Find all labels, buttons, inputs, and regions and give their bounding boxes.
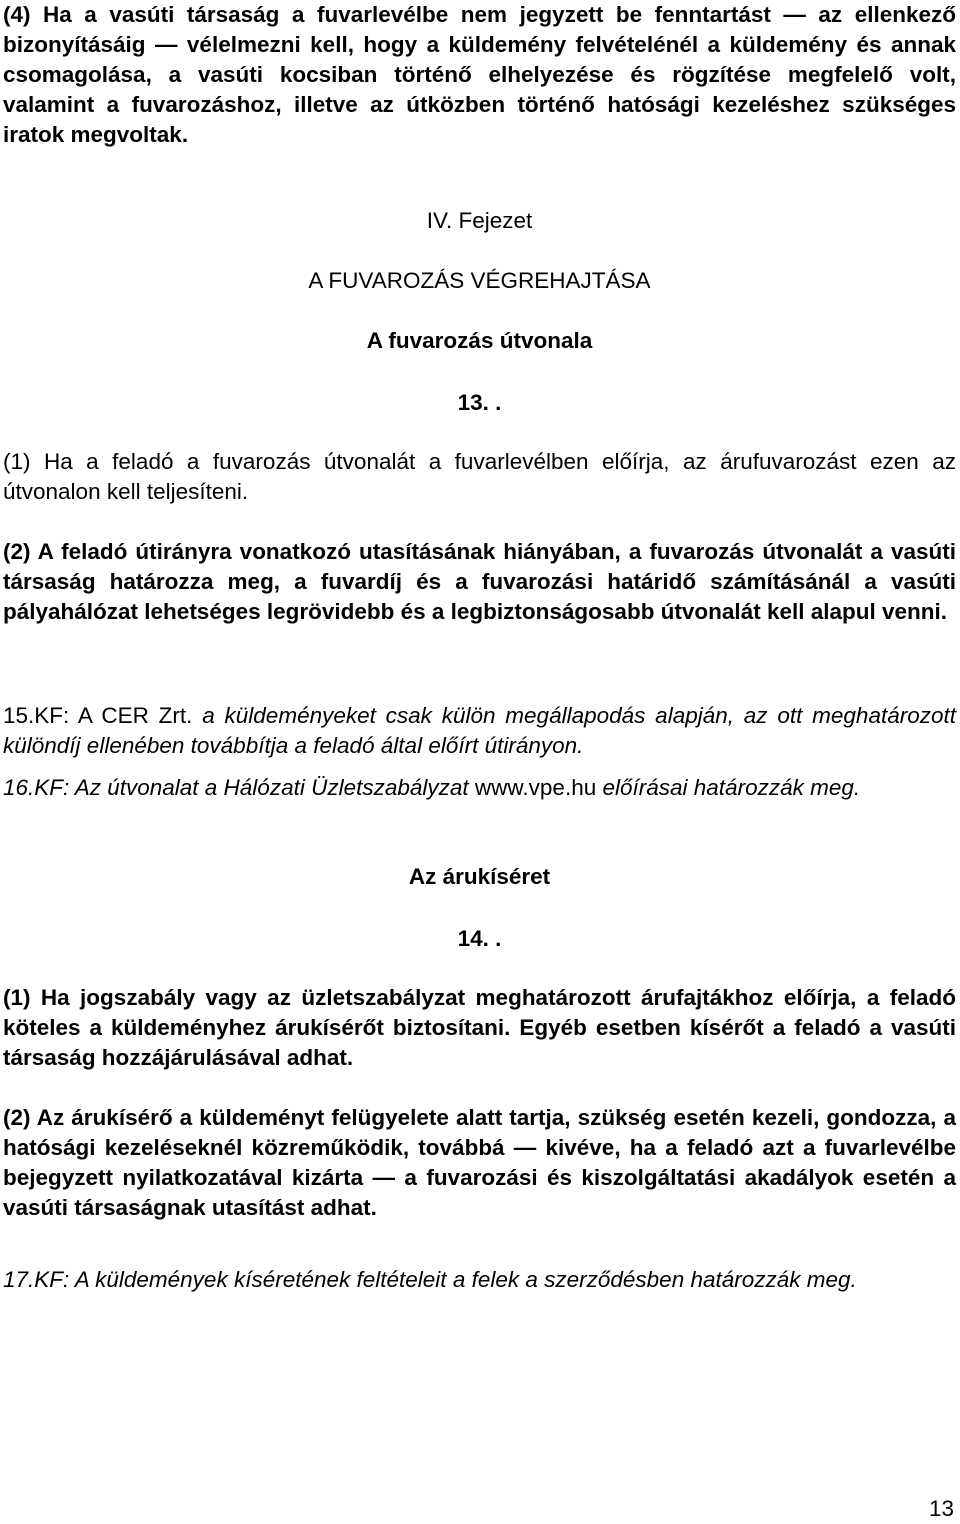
paragraph-14-1: (1) Ha jogszabály vagy az üzletszabályzat meghatározott árufajtákhoz előírja, a feladó köteles a küldeményhez árukísérőt biztosítani. Egyéb esetben kísérőt a feladó a vasúti társaság hozzájárulásával adhat. bbox=[3, 985, 956, 1070]
section-title-escort: Az árukíséret bbox=[408, 864, 551, 889]
section-number-14: 14. . bbox=[457, 926, 502, 951]
chapter-title: A FUVAROZÁS VÉGREHAJTÁSA bbox=[308, 268, 651, 293]
paragraph-13-1: (1) Ha a feladó a fuvarozás útvonalát a fuvarlevélben előírja, az árufuvarozást ezen az útvonalon kell teljesíteni. bbox=[3, 449, 956, 504]
paragraph-13-2: (2) A feladó útirányra vonatkozó utasításának hiányában, a fuvarozás útvonalát a vasúti társaság határozza meg, a fuvardíj és a fuvarozási határidő számításánál a vasúti pályahálózat lehetséges legrövidebb és a legbiztonságosabb útvonalát kell alapul venni. bbox=[3, 539, 956, 624]
note-17-kf: 17.KF: A küldemények kíséretének feltételeit a felek a szerződésben határozzák meg. bbox=[3, 1267, 857, 1292]
note-15-kf bbox=[3, 701, 956, 761]
page-number: 13 bbox=[928, 1496, 954, 1521]
note-15-kf-text: a küldeményeket csak külön megállapodás alapján, az ott meghatározott különdíj ellenében továbbítja a feladó által előírt útirányon. bbox=[3, 703, 956, 758]
section-title-route: A fuvarozás útvonala bbox=[366, 328, 593, 353]
note-16-kf-text: előírásai határozzák meg. bbox=[602, 775, 861, 800]
note-15-kf-prefix: 15.KF: A CER Zrt. bbox=[3, 703, 193, 728]
note-16-kf bbox=[3, 773, 956, 803]
section-number-13: 13. . bbox=[457, 390, 502, 415]
note-16-kf-prefix: 16.KF: Az útvonalat a Hálózati Üzletszabályzat bbox=[3, 775, 469, 800]
paragraph-14-2: (2) Az árukísérő a küldeményt felügyelete alatt tartja, szükség esetén kezeli, gondozza, a hatósági kezeléseknél közreműködik, továbbá ― kivéve, ha a feladó azt a fuvarlevélbe bejegyzett nyilatkozatával kizárta ― a fuvarozási és kiszolgáltatási akadályok esetén a vasúti társaságnak utasítást adhat. bbox=[3, 1105, 956, 1220]
paragraph-4: (4) Ha a vasúti társaság a fuvarlevélbe nem jegyzett be fenntartást ― az ellenkező bizonyításáig ― vélelmezni kell, hogy a küldemény felvételénél a küldemény és annak csomagolása, a vasúti kocsiban történő elhelyezése és rögzítése megfelelő volt, valamint a fuvarozáshoz, illetve az útközben történő hatósági kezeléshez szükséges iratok megvoltak. bbox=[3, 2, 956, 147]
chapter-number: IV. Fejezet bbox=[426, 208, 533, 233]
vpe-link[interactable]: www.vpe.hu bbox=[468, 775, 603, 800]
